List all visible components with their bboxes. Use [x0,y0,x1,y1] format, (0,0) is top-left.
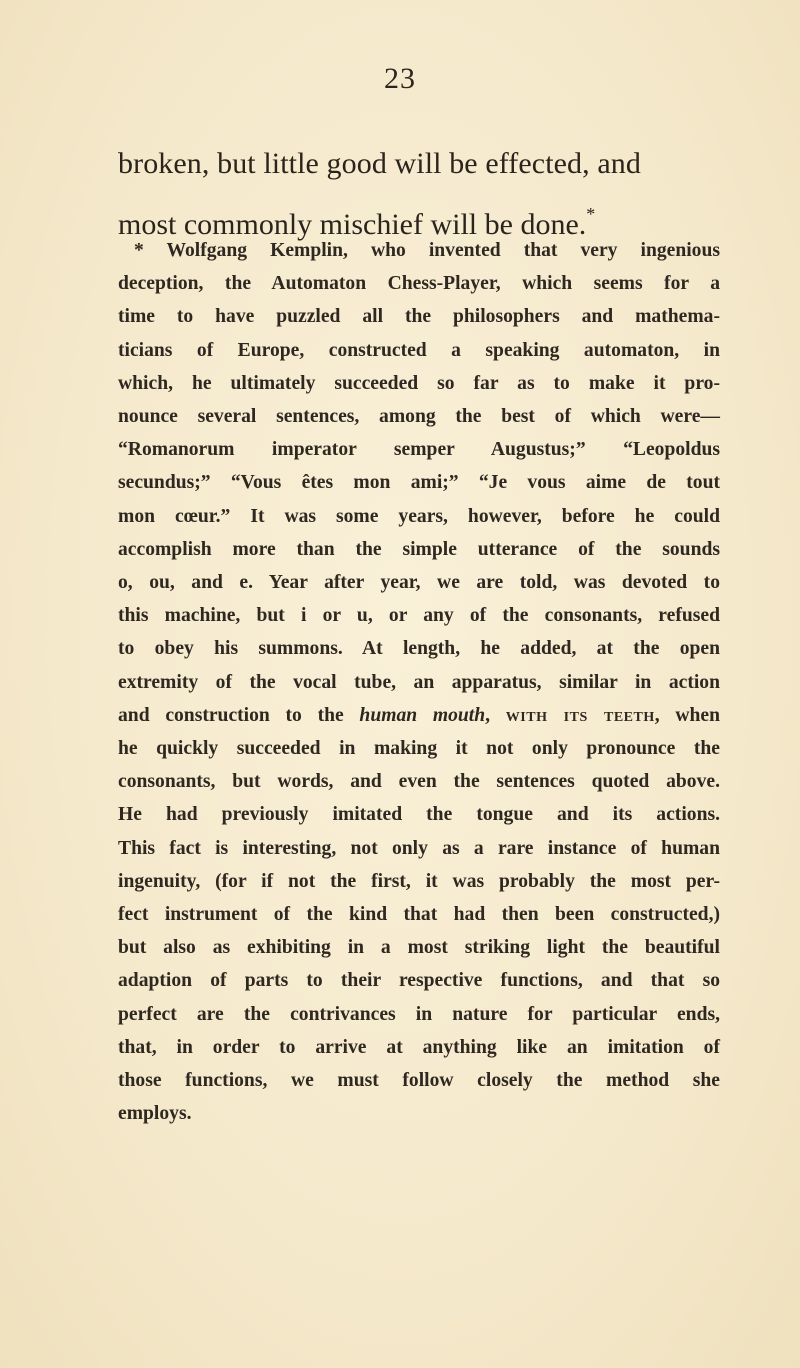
main-text-line: broken, but little good will be effected, and [118,147,641,180]
footnote-text: , when [654,704,720,726]
footnote [118,234,720,1130]
footnote-punctuation: , [485,704,506,726]
footnote-line: those functions, we must follow closely the method she [118,1070,720,1092]
footnote-line: this machine, but i or u, or any of the consonants, refused [118,605,720,627]
footnote-line: he quickly succeeded in making it not only pronounce the [118,738,720,760]
footnote-line: This fact is interesting, not only as a rare instance of human [118,837,720,859]
footnote-line: accomplish more than the simple utterance of the sounds [118,538,720,560]
footnote-line: mon cœur.” It was some years, however, before he could [118,505,720,527]
footnote-line: “Romanorum imperator semper Augustus;” “Leopoldus [118,439,720,461]
footnote-marker: * [586,204,596,224]
footnote-line: but also as exhibiting in a most striking light the beautiful [118,937,720,959]
footnote-line: fect instrument of the kind that had then been constructed,) [118,904,720,926]
footnote-line: that, in order to arrive at anything like an imitation of [118,1036,720,1058]
footnote-line: ticians of Europe, constructed a speaking automaton, in [118,339,720,361]
footnote-line: secundus;” “Vous êtes mon ami;” “Je vous aime de tout [118,472,720,494]
main-text-line-content: most commonly mischief will be done. [118,208,587,241]
footnote-line: adaption of parts to their respective functions, and that so [118,970,720,992]
footnote-line: nounce several sentences, among the best of which were— [118,406,720,428]
footnote-line [118,699,720,732]
footnote-smallcaps-text: with its teeth [505,704,655,726]
footnote-line: consonants, but words, and even the sentences quoted above. [118,771,720,793]
footnote-line: time to have puzzled all the philosophers and mathema- [118,306,720,328]
footnote-line: ingenuity, (for if not the first, it was probably the most per- [118,870,720,892]
footnote-line: which, he ultimately succeeded so far as to make it pro- [118,372,720,394]
footnote-line: extremity of the vocal tube, an apparatus, similar in action [118,671,720,693]
footnote-line: * Wolfgang Kemplin, who invented that very ingenious [134,240,720,261]
page-number: 23 [384,62,416,95]
footnote-italic-text: human mouth [359,704,486,726]
footnote-text: and construction to the [118,704,360,726]
footnote-line: He had previously imitated the tongue and its actions. [118,804,720,826]
footnote-line: deception, the Automaton Chess-Player, which seems for a [118,273,720,295]
footnote-line: employs. [118,1103,192,1125]
footnote-line: o, ou, and e. Year after year, we are told, was devoted to [118,572,720,594]
footnote-line: perfect are the contrivances in nature for particular ends, [118,1003,720,1025]
footnote-line: to obey his summons. At length, he added, at the open [118,638,720,660]
